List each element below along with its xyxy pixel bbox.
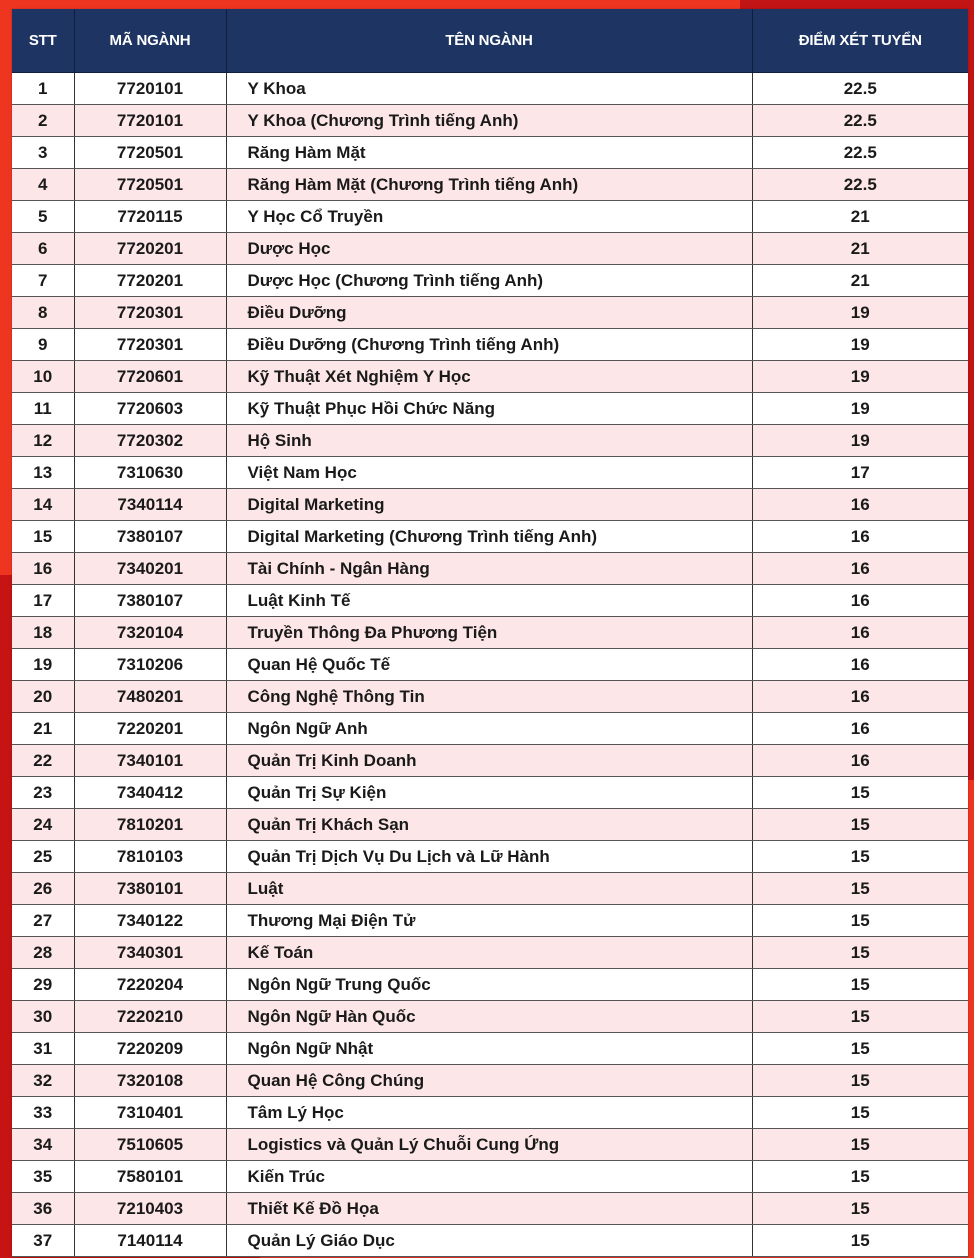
cell-stt: 11	[12, 393, 74, 425]
table-row	[12, 585, 968, 617]
cell-code: 7720501	[74, 137, 226, 169]
cell-code: 7720302	[74, 425, 226, 457]
cell-score: 16	[752, 521, 968, 553]
table-row	[12, 361, 968, 393]
cell-name: Y Khoa	[226, 73, 752, 105]
table-row	[12, 1097, 968, 1129]
cell-name: Ngôn Ngữ Nhật	[226, 1033, 752, 1065]
table-row	[12, 265, 968, 297]
cell-code: 7380101	[74, 873, 226, 905]
table-row	[12, 553, 968, 585]
cell-name: Ngôn Ngữ Hàn Quốc	[226, 1001, 752, 1033]
cell-stt: 4	[12, 169, 74, 201]
cell-code: 7340122	[74, 905, 226, 937]
cell-code: 7720101	[74, 73, 226, 105]
cell-score: 16	[752, 745, 968, 777]
cell-name: Luật Kinh Tế	[226, 585, 752, 617]
table-row	[12, 681, 968, 713]
cell-stt: 23	[12, 777, 74, 809]
table-row	[12, 1225, 968, 1257]
cell-stt: 31	[12, 1033, 74, 1065]
cell-code: 7340101	[74, 745, 226, 777]
cell-score: 15	[752, 777, 968, 809]
cell-name: Việt Nam Học	[226, 457, 752, 489]
cell-stt: 34	[12, 1129, 74, 1161]
cell-name: Digital Marketing (Chương Trình tiếng Anh)	[226, 521, 752, 553]
cell-name: Ngôn Ngữ Trung Quốc	[226, 969, 752, 1001]
cell-stt: 36	[12, 1193, 74, 1225]
cell-name: Tài Chính - Ngân Hàng	[226, 553, 752, 585]
cell-score: 22.5	[752, 73, 968, 105]
cell-name: Kỹ Thuật Phục Hồi Chức Năng	[226, 393, 752, 425]
cell-score: 15	[752, 1193, 968, 1225]
cell-score: 15	[752, 841, 968, 873]
cell-stt: 16	[12, 553, 74, 585]
cell-name: Kế Toán	[226, 937, 752, 969]
header-code: MÃ NGÀNH	[74, 9, 226, 73]
cell-stt: 35	[12, 1161, 74, 1193]
cell-name: Dược Học	[226, 233, 752, 265]
cell-stt: 9	[12, 329, 74, 361]
cell-stt: 20	[12, 681, 74, 713]
cell-code: 7480201	[74, 681, 226, 713]
cell-code: 7720201	[74, 233, 226, 265]
cell-name: Thương Mại Điện Tử	[226, 905, 752, 937]
cell-name: Quản Trị Khách Sạn	[226, 809, 752, 841]
cell-score: 15	[752, 905, 968, 937]
table-row	[12, 617, 968, 649]
table-row	[12, 329, 968, 361]
table-row	[12, 745, 968, 777]
cell-stt: 22	[12, 745, 74, 777]
table-row	[12, 969, 968, 1001]
cell-stt: 15	[12, 521, 74, 553]
table-row	[12, 1001, 968, 1033]
cell-score: 15	[752, 1001, 968, 1033]
table-row	[12, 649, 968, 681]
table-row	[12, 297, 968, 329]
cell-code: 7220204	[74, 969, 226, 1001]
cell-stt: 27	[12, 905, 74, 937]
cell-stt: 21	[12, 713, 74, 745]
cell-name: Quản Trị Kinh Doanh	[226, 745, 752, 777]
cell-code: 7320108	[74, 1065, 226, 1097]
cell-code: 7220209	[74, 1033, 226, 1065]
table-row	[12, 105, 968, 137]
table-row	[12, 73, 968, 105]
table-row	[12, 169, 968, 201]
cell-code: 7380107	[74, 521, 226, 553]
cell-stt: 32	[12, 1065, 74, 1097]
cell-code: 7310401	[74, 1097, 226, 1129]
cell-stt: 2	[12, 105, 74, 137]
cell-name: Ngôn Ngữ Anh	[226, 713, 752, 745]
table-row	[12, 489, 968, 521]
cell-code: 7340114	[74, 489, 226, 521]
cell-code: 7380107	[74, 585, 226, 617]
cell-score: 22.5	[752, 169, 968, 201]
cell-name: Y Khoa (Chương Trình tiếng Anh)	[226, 105, 752, 137]
cell-code: 7720603	[74, 393, 226, 425]
cell-name: Dược Học (Chương Trình tiếng Anh)	[226, 265, 752, 297]
cell-score: 16	[752, 489, 968, 521]
cell-name: Tâm Lý Học	[226, 1097, 752, 1129]
cell-code: 7210403	[74, 1193, 226, 1225]
cell-code: 7510605	[74, 1129, 226, 1161]
header-stt: STT	[12, 9, 74, 73]
cell-stt: 28	[12, 937, 74, 969]
table-row	[12, 873, 968, 905]
cell-score: 21	[752, 265, 968, 297]
table-row	[12, 233, 968, 265]
cell-stt: 25	[12, 841, 74, 873]
cell-stt: 3	[12, 137, 74, 169]
cell-code: 7220201	[74, 713, 226, 745]
cell-stt: 5	[12, 201, 74, 233]
cell-stt: 30	[12, 1001, 74, 1033]
cell-name: Logistics và Quản Lý Chuỗi Cung Ứng	[226, 1129, 752, 1161]
cell-name: Răng Hàm Mặt	[226, 137, 752, 169]
table-row	[12, 777, 968, 809]
table-row	[12, 937, 968, 969]
cell-code: 7810201	[74, 809, 226, 841]
cell-score: 16	[752, 617, 968, 649]
cell-score: 19	[752, 425, 968, 457]
cell-stt: 8	[12, 297, 74, 329]
table-row	[12, 1065, 968, 1097]
cell-score: 17	[752, 457, 968, 489]
cell-code: 7340412	[74, 777, 226, 809]
cell-name: Quan Hệ Công Chúng	[226, 1065, 752, 1097]
cell-name: Truyền Thông Đa Phương Tiện	[226, 617, 752, 649]
cell-name: Quản Trị Dịch Vụ Du Lịch và Lữ Hành	[226, 841, 752, 873]
cell-score: 22.5	[752, 137, 968, 169]
cell-code: 7810103	[74, 841, 226, 873]
cell-name: Quản Lý Giáo Dục	[226, 1225, 752, 1257]
cell-stt: 6	[12, 233, 74, 265]
cell-stt: 33	[12, 1097, 74, 1129]
table-row	[12, 1193, 968, 1225]
cell-stt: 7	[12, 265, 74, 297]
cell-stt: 26	[12, 873, 74, 905]
cell-stt: 24	[12, 809, 74, 841]
cell-score: 15	[752, 1161, 968, 1193]
cell-score: 15	[752, 969, 968, 1001]
cell-score: 15	[752, 1097, 968, 1129]
cell-code: 7220210	[74, 1001, 226, 1033]
cell-name: Điều Dưỡng (Chương Trình tiếng Anh)	[226, 329, 752, 361]
cell-stt: 14	[12, 489, 74, 521]
table-row	[12, 201, 968, 233]
cell-score: 15	[752, 1225, 968, 1257]
cell-score: 15	[752, 937, 968, 969]
cell-score: 19	[752, 361, 968, 393]
admission-scores-table	[12, 9, 968, 1257]
table-row	[12, 137, 968, 169]
cell-score: 15	[752, 1065, 968, 1097]
cell-name: Thiết Kế Đồ Họa	[226, 1193, 752, 1225]
cell-code: 7340301	[74, 937, 226, 969]
cell-stt: 18	[12, 617, 74, 649]
cell-stt: 29	[12, 969, 74, 1001]
cell-code: 7720301	[74, 297, 226, 329]
header-name: TÊN NGÀNH	[226, 9, 752, 73]
cell-code: 7720201	[74, 265, 226, 297]
header-score: ĐIỂM XÉT TUYỂN	[752, 9, 968, 73]
cell-score: 16	[752, 553, 968, 585]
table-row	[12, 905, 968, 937]
cell-code: 7310206	[74, 649, 226, 681]
cell-stt: 13	[12, 457, 74, 489]
cell-score: 19	[752, 393, 968, 425]
table-row	[12, 1161, 968, 1193]
table-row	[12, 809, 968, 841]
cell-score: 15	[752, 1033, 968, 1065]
cell-score: 16	[752, 681, 968, 713]
cell-code: 7340201	[74, 553, 226, 585]
cell-code: 7320104	[74, 617, 226, 649]
cell-name: Kỹ Thuật Xét Nghiệm Y Học	[226, 361, 752, 393]
cell-code: 7720601	[74, 361, 226, 393]
table-row	[12, 1129, 968, 1161]
cell-name: Luật	[226, 873, 752, 905]
cell-score: 19	[752, 297, 968, 329]
table-body	[12, 73, 968, 1257]
cell-score: 21	[752, 233, 968, 265]
cell-score: 19	[752, 329, 968, 361]
cell-code: 7580101	[74, 1161, 226, 1193]
table-row	[12, 393, 968, 425]
cell-score: 15	[752, 1129, 968, 1161]
admission-scores-table-container	[12, 9, 968, 1257]
table-row	[12, 425, 968, 457]
cell-score: 16	[752, 713, 968, 745]
cell-score: 21	[752, 201, 968, 233]
cell-stt: 17	[12, 585, 74, 617]
cell-stt: 10	[12, 361, 74, 393]
cell-score: 16	[752, 649, 968, 681]
cell-code: 7720301	[74, 329, 226, 361]
cell-code: 7720115	[74, 201, 226, 233]
cell-name: Quản Trị Sự Kiện	[226, 777, 752, 809]
cell-stt: 37	[12, 1225, 74, 1257]
cell-name: Digital Marketing	[226, 489, 752, 521]
cell-code: 7140114	[74, 1225, 226, 1257]
cell-code: 7720501	[74, 169, 226, 201]
cell-stt: 19	[12, 649, 74, 681]
cell-score: 15	[752, 809, 968, 841]
table-row	[12, 841, 968, 873]
cell-name: Hộ Sinh	[226, 425, 752, 457]
cell-code: 7720101	[74, 105, 226, 137]
cell-name: Quan Hệ Quốc Tế	[226, 649, 752, 681]
cell-score: 15	[752, 873, 968, 905]
table-header	[12, 9, 968, 73]
cell-stt: 12	[12, 425, 74, 457]
table-row	[12, 521, 968, 553]
cell-name: Điều Dưỡng	[226, 297, 752, 329]
cell-score: 22.5	[752, 105, 968, 137]
cell-name: Kiến Trúc	[226, 1161, 752, 1193]
cell-name: Y Học Cổ Truyền	[226, 201, 752, 233]
table-row	[12, 1033, 968, 1065]
cell-name: Công Nghệ Thông Tin	[226, 681, 752, 713]
cell-score: 16	[752, 585, 968, 617]
cell-name: Răng Hàm Mặt (Chương Trình tiếng Anh)	[226, 169, 752, 201]
table-row	[12, 457, 968, 489]
cell-code: 7310630	[74, 457, 226, 489]
table-row	[12, 713, 968, 745]
cell-stt: 1	[12, 73, 74, 105]
